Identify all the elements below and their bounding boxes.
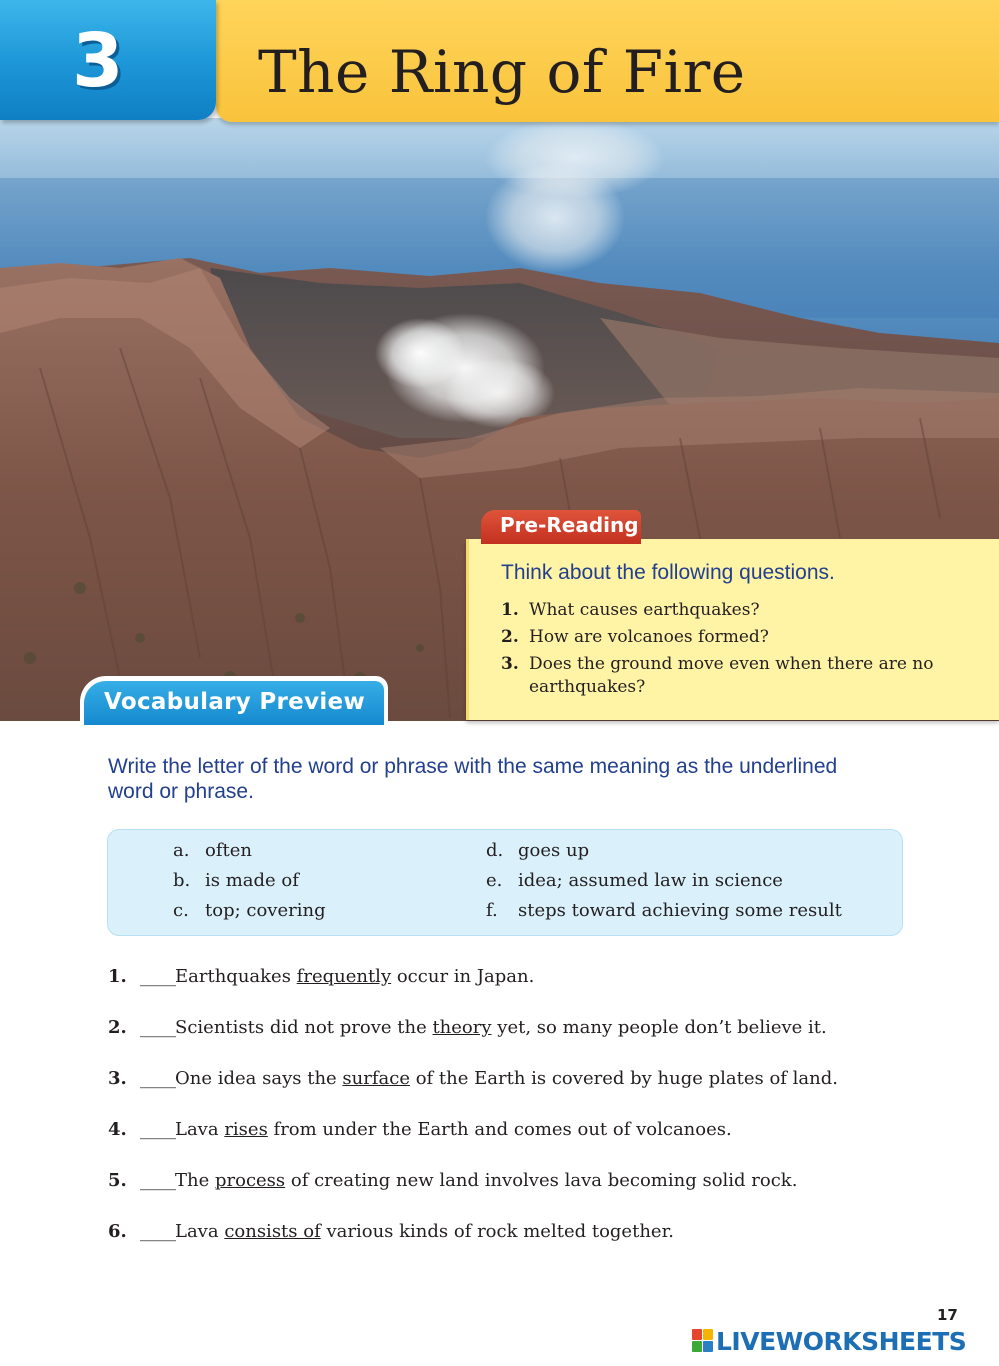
vocabulary-sentences bbox=[108, 965, 928, 1271]
sentence-number: 6. bbox=[108, 1221, 127, 1242]
sentence-text bbox=[175, 1220, 674, 1244]
title-bar bbox=[216, 0, 999, 122]
option-text: idea; assumed law in science bbox=[518, 870, 783, 891]
sentence-text bbox=[175, 1067, 838, 1091]
vocabulary-preview-tab bbox=[80, 676, 388, 734]
underlined-word: process bbox=[214, 1170, 286, 1191]
sentence-text-before: Lava bbox=[175, 1221, 225, 1242]
sentence-text bbox=[175, 965, 534, 989]
liveworksheets-logo-text: LIVEWORKSHEETS bbox=[716, 1327, 967, 1356]
underlined-word: surface bbox=[342, 1068, 410, 1089]
underlined-word: frequently bbox=[296, 966, 392, 987]
option-text: steps toward achieving some result bbox=[518, 900, 842, 921]
sentence-text-after: yet, so many people don’t believe it. bbox=[491, 1017, 827, 1038]
question-number: 3. bbox=[501, 654, 519, 674]
sentence-text-before: Scientists did not prove the bbox=[175, 1017, 433, 1038]
answer-blank[interactable]: ____ bbox=[140, 1170, 176, 1191]
answer-option bbox=[486, 900, 842, 922]
question-text: What causes earthquakes? bbox=[529, 600, 760, 620]
sentence-text bbox=[175, 1118, 732, 1142]
sentence-text-after: occur in Japan. bbox=[391, 966, 535, 987]
sentence-number: 1. bbox=[108, 966, 127, 987]
unit-number: 3 bbox=[72, 18, 124, 104]
answer-blank[interactable]: ____ bbox=[140, 1017, 176, 1038]
sentence-text-before: Lava bbox=[175, 1119, 225, 1140]
sentence-text bbox=[175, 1016, 827, 1040]
page-title: The Ring of Fire bbox=[258, 38, 746, 106]
vocabulary-preview-tab-inner bbox=[84, 681, 384, 725]
underlined-word: theory bbox=[432, 1017, 492, 1038]
sentence-text-before: One idea says the bbox=[175, 1068, 343, 1089]
liveworksheets-logo-icon bbox=[692, 1329, 714, 1353]
unit-number-tab bbox=[0, 0, 216, 120]
pre-reading-tab bbox=[481, 510, 641, 544]
pre-reading-question bbox=[501, 653, 961, 699]
sentence-item bbox=[108, 1118, 928, 1169]
sentence-item bbox=[108, 965, 928, 1016]
sentence-number: 2. bbox=[108, 1017, 127, 1038]
option-text: often bbox=[205, 840, 252, 861]
vocabulary-preview-label: Vocabulary Preview bbox=[104, 689, 366, 715]
sentence-text-before: The bbox=[175, 1170, 215, 1191]
pre-reading-box bbox=[466, 539, 999, 720]
question-text: How are volcanoes formed? bbox=[529, 627, 769, 647]
sentence-item bbox=[108, 1169, 928, 1220]
option-letter: c. bbox=[173, 900, 189, 921]
answer-options-box bbox=[107, 829, 903, 936]
sentence-number: 3. bbox=[108, 1068, 127, 1089]
answer-option bbox=[486, 870, 783, 892]
sentence-text-after: of creating new land involves lava becoming solid rock. bbox=[285, 1170, 798, 1191]
pre-reading-questions bbox=[501, 599, 961, 703]
answer-option bbox=[173, 900, 326, 922]
pre-reading-label: Pre-Reading bbox=[500, 513, 639, 537]
sentence-item bbox=[108, 1016, 928, 1067]
sentence-text-after: from under the Earth and comes out of volcanoes. bbox=[267, 1119, 732, 1140]
question-text: Does the ground move even when there are no earthquakes? bbox=[529, 654, 934, 697]
answer-blank[interactable]: ____ bbox=[140, 1119, 176, 1140]
option-letter: f. bbox=[486, 900, 498, 921]
option-text: top; covering bbox=[205, 900, 326, 921]
sentence-number: 5. bbox=[108, 1170, 127, 1191]
answer-blank[interactable]: ____ bbox=[140, 1221, 176, 1242]
page-number: 17 bbox=[937, 1306, 958, 1324]
option-letter: a. bbox=[173, 840, 190, 861]
pre-reading-heading: Think about the following questions. bbox=[501, 561, 835, 584]
option-letter: b. bbox=[173, 870, 191, 891]
answer-blank[interactable]: ____ bbox=[140, 966, 176, 987]
question-number: 1. bbox=[501, 600, 519, 620]
answer-option bbox=[486, 840, 589, 862]
option-text: goes up bbox=[518, 840, 590, 861]
sentence-item bbox=[108, 1067, 928, 1118]
pre-reading-question bbox=[501, 599, 961, 622]
pre-reading-question bbox=[501, 626, 961, 649]
answer-option bbox=[173, 840, 252, 862]
option-letter: d. bbox=[486, 840, 504, 861]
sentence-text-after: various kinds of rock melted together. bbox=[320, 1221, 674, 1242]
sentence-text bbox=[175, 1169, 797, 1193]
option-text: is made of bbox=[205, 870, 299, 891]
question-number: 2. bbox=[501, 627, 519, 647]
sentence-text-before: Earthquakes bbox=[175, 966, 297, 987]
sentence-text-after: of the Earth is covered by huge plates of land. bbox=[409, 1068, 838, 1089]
vocabulary-instructions: Write the letter of the word or phrase with the same meaning as the underlined word or phrase. bbox=[108, 755, 838, 803]
sentence-number: 4. bbox=[108, 1119, 127, 1140]
underlined-word: rises bbox=[224, 1119, 268, 1140]
answer-blank[interactable]: ____ bbox=[140, 1068, 176, 1089]
sentence-item bbox=[108, 1220, 928, 1271]
answer-option bbox=[173, 870, 299, 892]
option-letter: e. bbox=[486, 870, 503, 891]
underlined-word: consists of bbox=[224, 1221, 321, 1242]
